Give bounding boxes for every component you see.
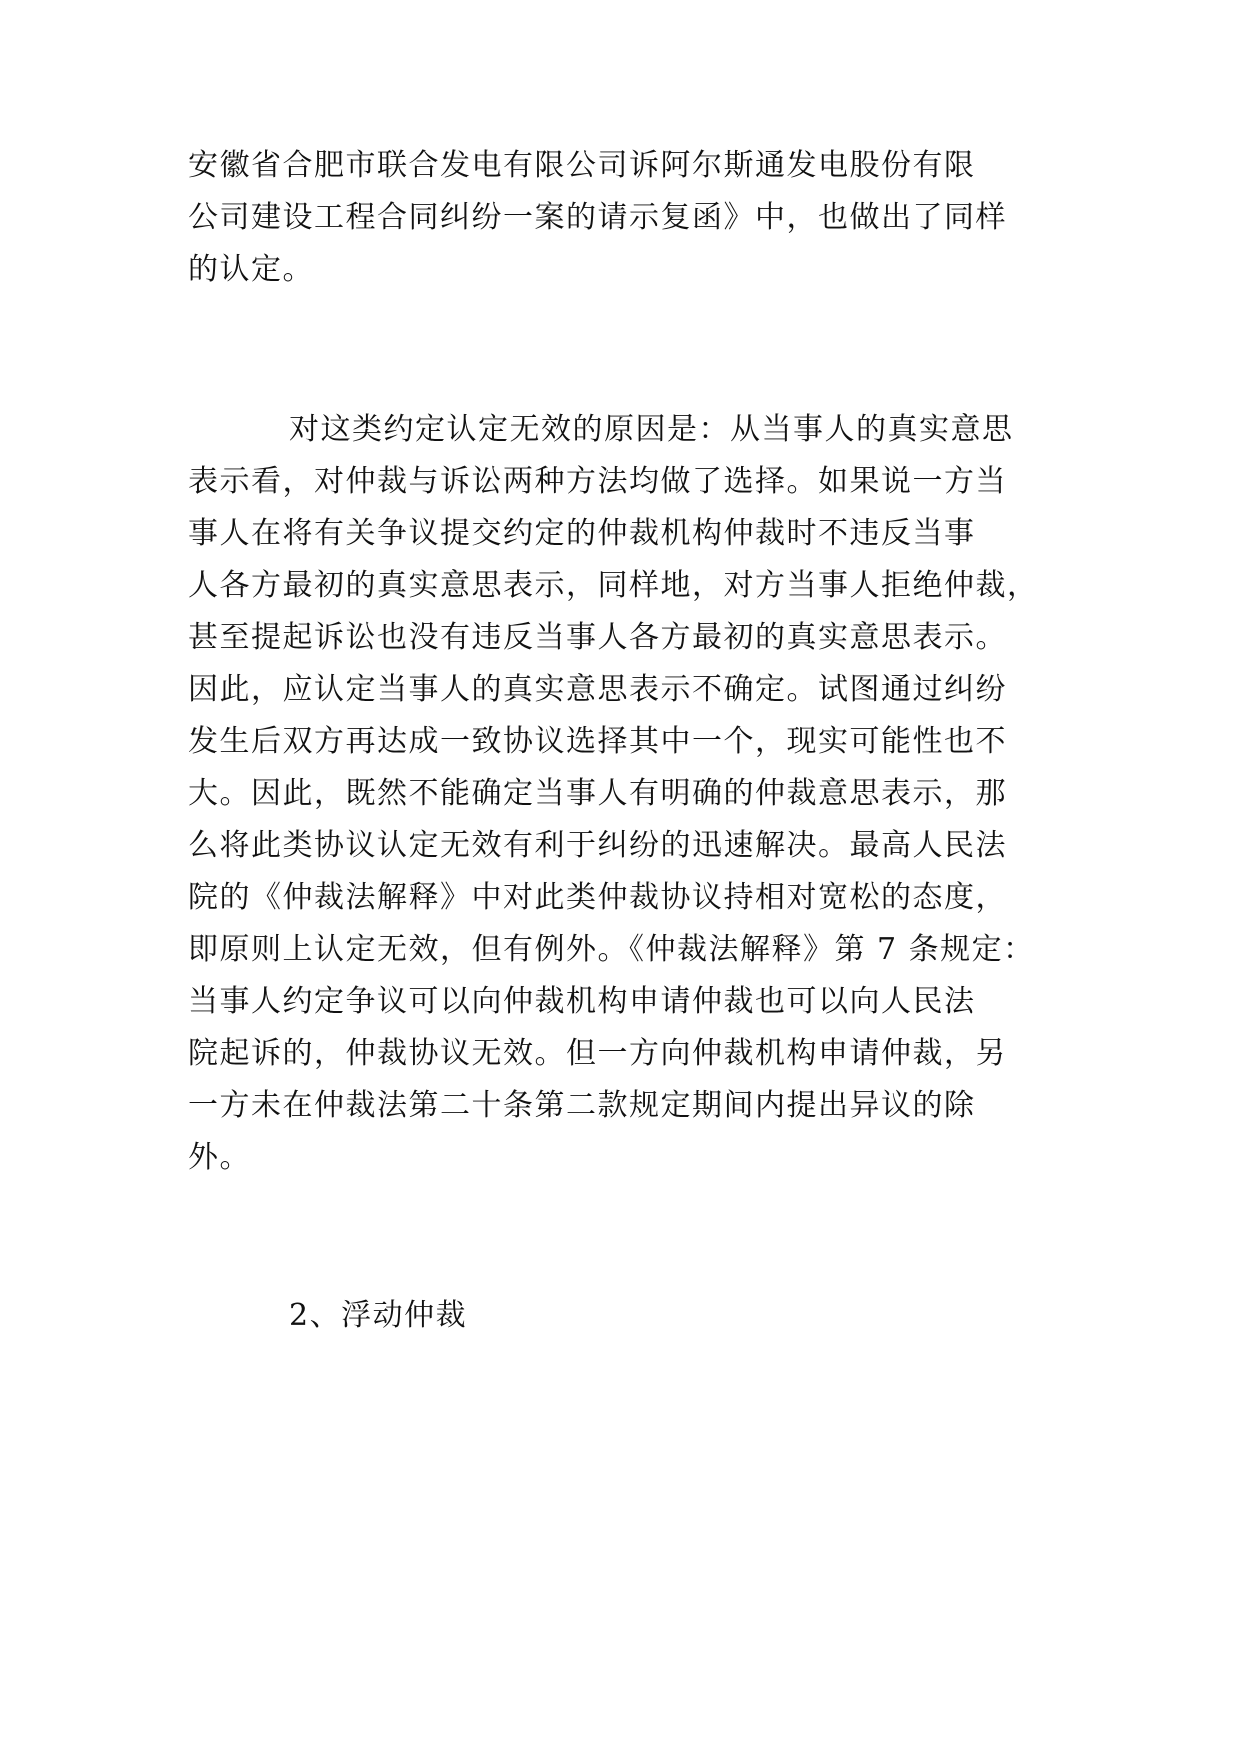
- paragraph-2-line-13: 院起诉的，仲裁协议无效。但一方向仲裁机构申请仲裁，另: [188, 1036, 1007, 1071]
- paragraph-2-line-15: 外。: [188, 1140, 251, 1175]
- paragraph-2-line-14: 一方未在仲裁法第二十条第二款规定期间内提出异议的除: [188, 1088, 976, 1123]
- paragraph-2-line-8: 大。因此，既然不能确定当事人有明确的仲裁意思表示，那: [188, 776, 1007, 811]
- paragraph-2-line-3: 事人在将有关争议提交约定的仲裁机构仲裁时不违反当事: [188, 516, 976, 551]
- paragraph-2-line-10: 院的《仲裁法解释》中对此类仲裁协议持相对宽松的态度，: [188, 880, 1007, 915]
- section-heading: 2、浮动仲裁: [289, 1298, 468, 1333]
- paragraph-2-line-6: 因此，应认定当事人的真实意思表示不确定。试图通过纠纷: [188, 672, 1007, 707]
- paragraph-1-line-3: 的认定。: [188, 252, 314, 287]
- paragraph-2-line-4: 人各方最初的真实意思表示，同样地，对方当事人拒绝仲裁，: [188, 568, 1039, 603]
- paragraph-1-line-2: 公司建设工程合同纠纷一案的请示复函》中，也做出了同样: [188, 200, 1007, 235]
- paragraph-2-line-11: 即原则上认定无效，但有例外。《仲裁法解释》第 7 条规定：: [188, 932, 1035, 967]
- paragraph-2-line-1: 对这类约定认定无效的原因是：从当事人的真实意思: [289, 412, 1014, 447]
- paragraph-2-line-7: 发生后双方再达成一致协议选择其中一个，现实可能性也不: [188, 724, 1007, 759]
- paragraph-2-line-2: 表示看，对仲裁与诉讼两种方法均做了选择。如果说一方当: [188, 464, 1007, 499]
- paragraph-2-line-5: 甚至提起诉讼也没有违反当事人各方最初的真实意思表示。: [188, 620, 1007, 655]
- paragraph-2-line-12: 当事人约定争议可以向仲裁机构申请仲裁也可以向人民法: [188, 984, 976, 1019]
- paragraph-1-line-1: 安徽省合肥市联合发电有限公司诉阿尔斯通发电股份有限: [188, 148, 976, 183]
- paragraph-2-line-9: 么将此类协议认定无效有利于纠纷的迅速解决。最高人民法: [188, 828, 1007, 863]
